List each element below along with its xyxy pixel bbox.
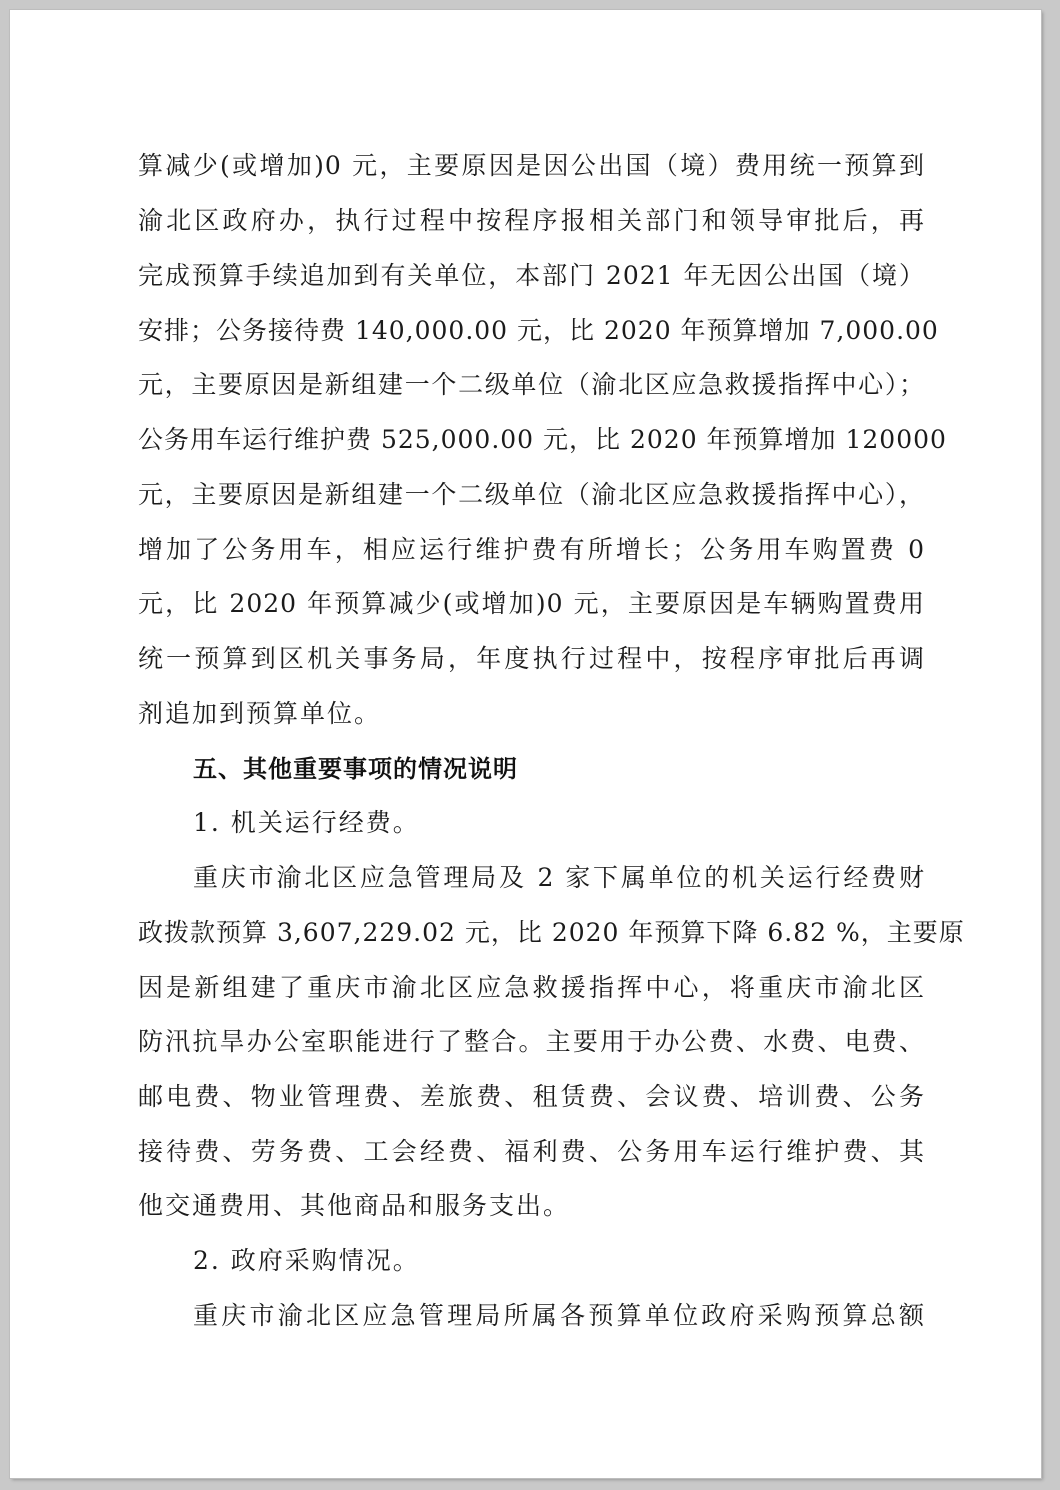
section-heading: 五、其他重要事项的情况说明	[193, 755, 518, 783]
paragraph-line: 增加了公务用车，相应运行维护费有所增长；公务用车购置费 0	[138, 535, 925, 564]
document-page	[10, 10, 1041, 1478]
paragraph-line: 安排；公务接待费 140,000.00 元，比 2020 年预算增加 7,000.00	[138, 316, 939, 345]
paragraph-line: 重庆市渝北区应急管理局所属各预算单位政府采购预算总额	[193, 1301, 925, 1330]
item-title: 2. 政府采购情况。	[193, 1246, 420, 1275]
paragraph-line: 他交通费用、其他商品和服务支出。	[138, 1191, 571, 1220]
paragraph-line: 元，比 2020 年预算减少(或增加)0 元，主要原因是车辆购置费用	[138, 589, 925, 618]
paragraph-line: 渝北区政府办，执行过程中按程序报相关部门和领导审批后，再	[138, 206, 925, 235]
paragraph-line: 剂追加到预算单位。	[138, 699, 382, 728]
paragraph-line: 公务用车运行维护费 525,000.00 元，比 2020 年预算增加 120000	[138, 425, 947, 454]
paragraph-line: 重庆市渝北区应急管理局及 2 家下属单位的机关运行经费财	[193, 863, 925, 892]
item-title: 1. 机关运行经费。	[193, 808, 420, 837]
paragraph-line: 元，主要原因是新组建一个二级单位（渝北区应急救援指挥中心），	[138, 480, 925, 509]
paragraph-line: 邮电费、物业管理费、差旅费、租赁费、会议费、培训费、公务	[138, 1082, 925, 1111]
paragraph-line: 完成预算手续追加到有关单位，本部门 2021 年无因公出国（境）	[138, 261, 925, 290]
paragraph-line: 因是新组建了重庆市渝北区应急救援指挥中心，将重庆市渝北区	[138, 973, 925, 1002]
paragraph-line: 防汛抗旱办公室职能进行了整合。主要用于办公费、水费、电费、	[138, 1027, 925, 1056]
paragraph-line: 算减少(或增加)0 元，主要原因是因公出国（境）费用统一预算到	[138, 151, 925, 180]
paragraph-line: 元，主要原因是新组建一个二级单位（渝北区应急救援指挥中心）；	[138, 370, 925, 399]
paragraph-line: 接待费、劳务费、工会经费、福利费、公务用车运行维护费、其	[138, 1137, 925, 1166]
paragraph-line: 政拨款预算 3,607,229.02 元，比 2020 年预算下降 6.82 %，主要原	[138, 918, 965, 947]
paragraph-line: 统一预算到区机关事务局，年度执行过程中，按程序审批后再调	[138, 644, 925, 673]
